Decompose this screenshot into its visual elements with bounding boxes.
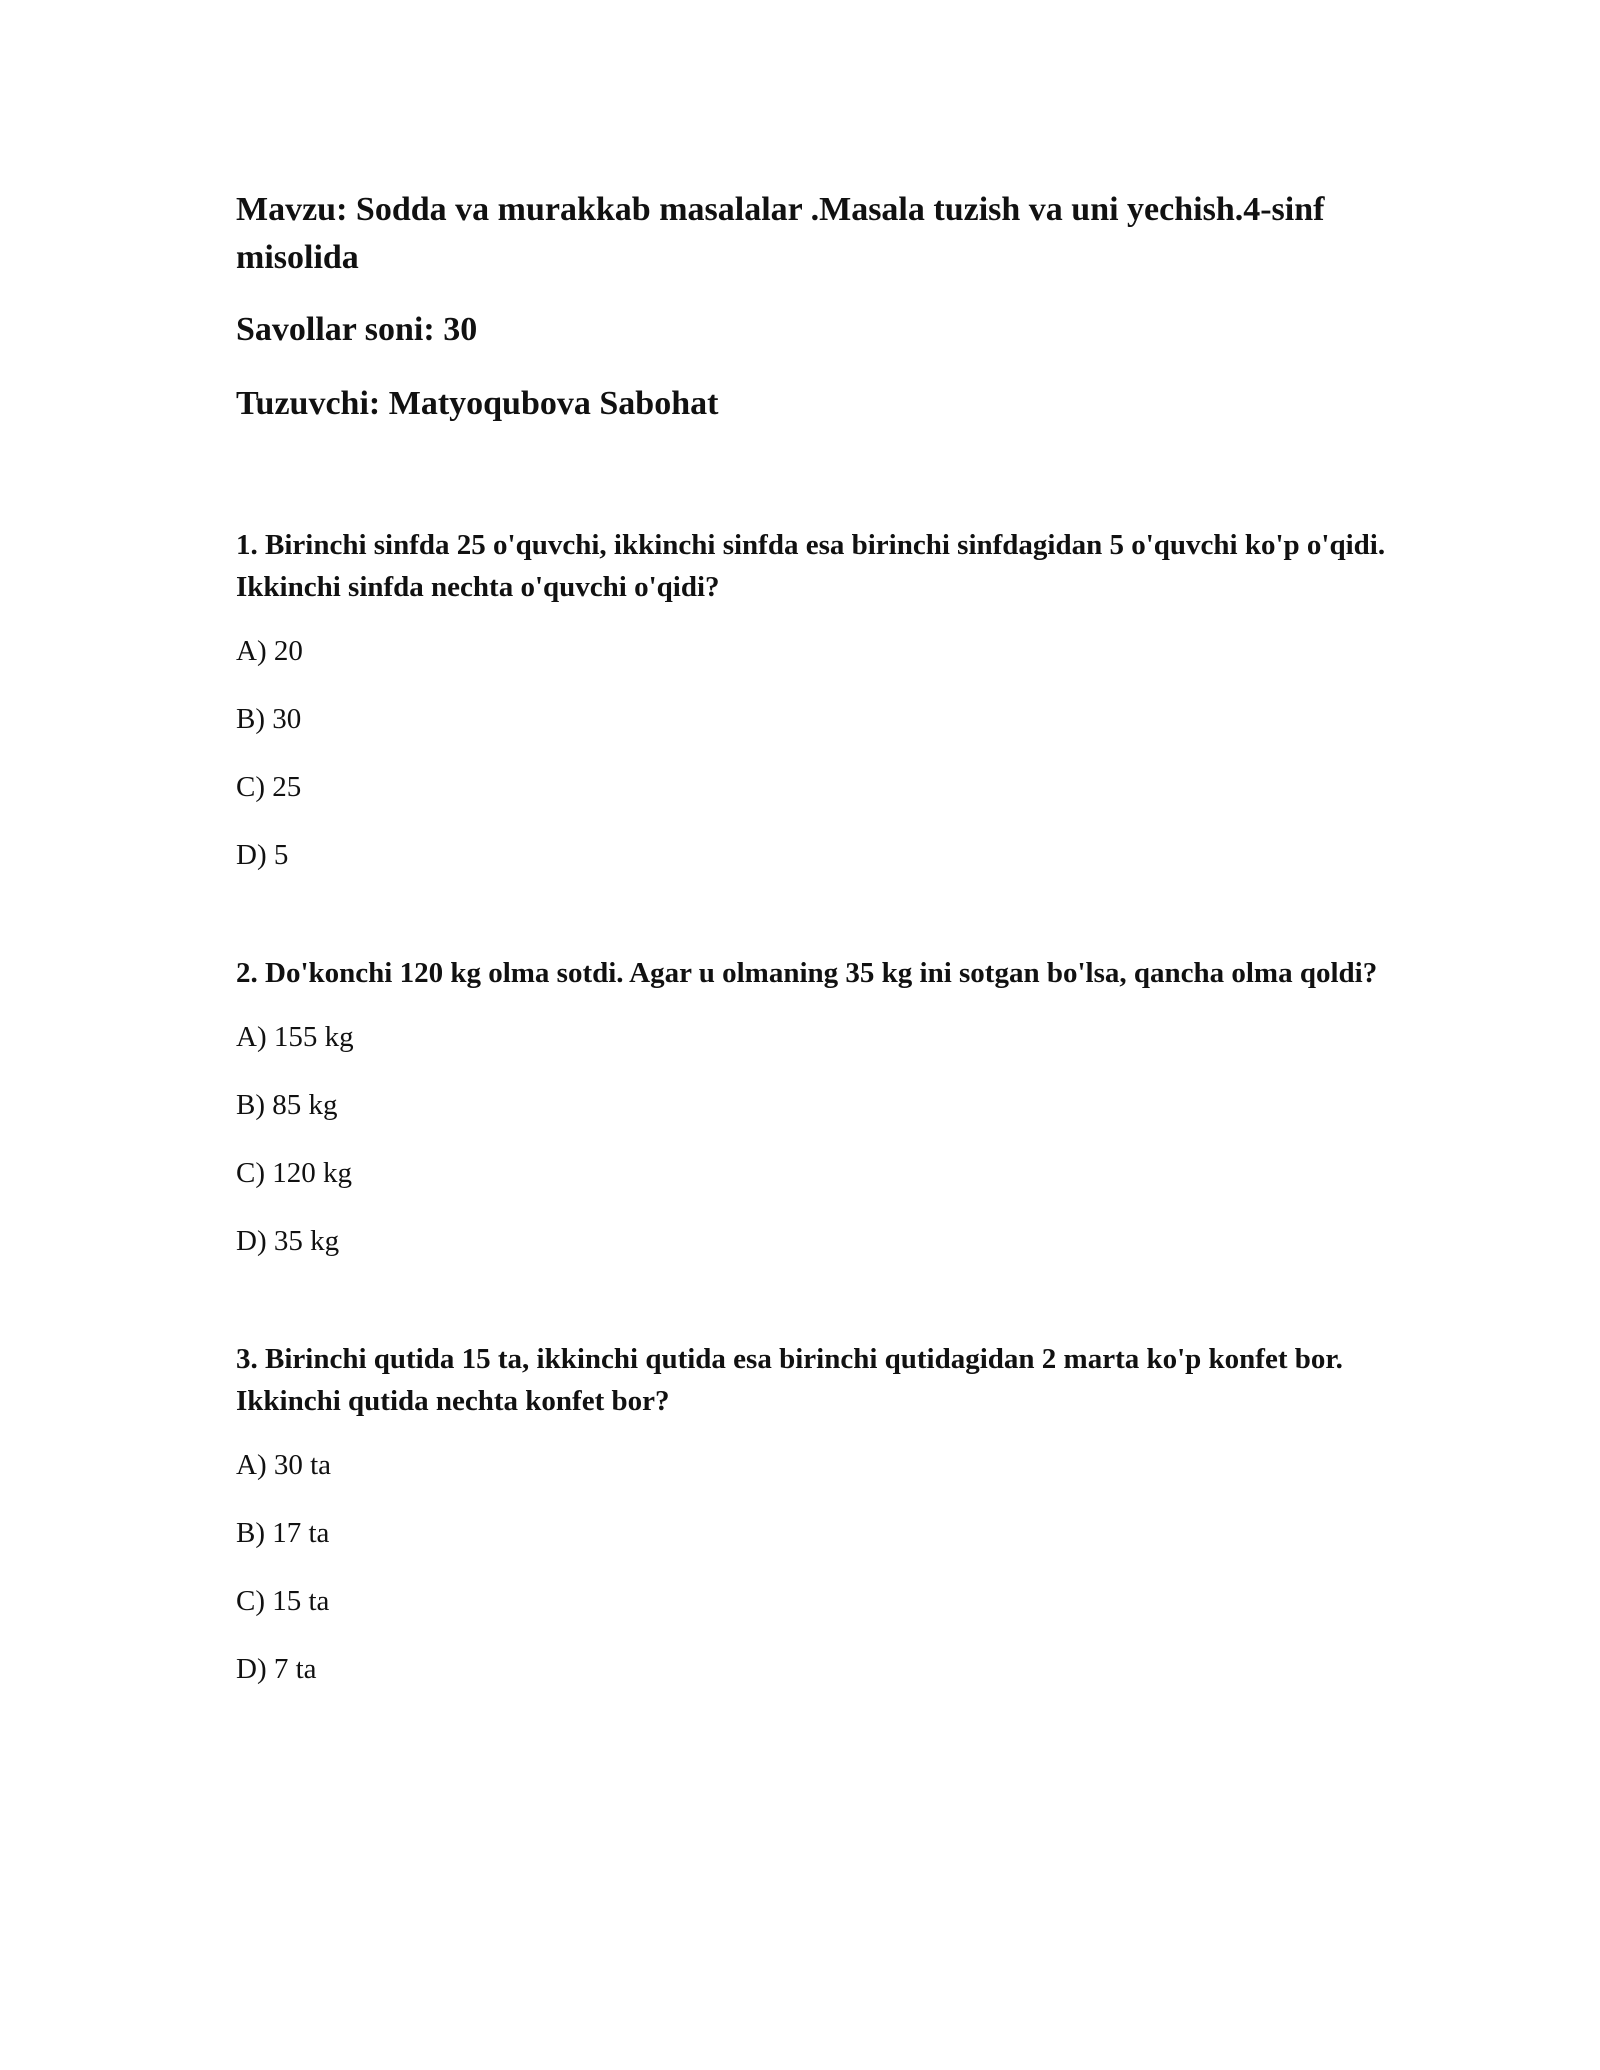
question-text: 3. Birinchi qutida 15 ta, ikkinchi qutida esa birinchi qutidagidan 2 marta ko'p konfet bor. Ikkinchi qutida nechta konfet bor? xyxy=(236,1343,1343,1417)
question-text: 2. Do'konchi 120 kg olma sotdi. Agar u olmaning 35 kg ini sotgan bo'lsa, qancha olma qoldi? xyxy=(236,957,1378,989)
question-count: Savollar soni: 30 xyxy=(236,311,478,348)
document-page xyxy=(236,186,1396,1690)
question-1 xyxy=(236,524,1396,876)
option-a: A) 30 ta xyxy=(236,1449,332,1481)
author-line: Tuzuvchi: Matyoqubova Sabohat xyxy=(236,385,719,422)
option-c: C) 25 xyxy=(236,771,302,803)
topic-title: Mavzu: Sodda va murakkab masalalar .Masala tuzish va uni yechish.4-sinf misolida xyxy=(236,191,1325,276)
option-c: C) 120 kg xyxy=(236,1157,352,1189)
option-b: B) 17 ta xyxy=(236,1517,330,1549)
option-b: B) 85 kg xyxy=(236,1089,338,1121)
option-d: D) 35 kg xyxy=(236,1225,340,1257)
question-2 xyxy=(236,952,1396,1262)
option-a: A) 155 kg xyxy=(236,1021,354,1053)
option-b: B) 30 xyxy=(236,703,302,735)
option-d: D) 5 xyxy=(236,839,289,871)
question-3 xyxy=(236,1338,1396,1690)
option-c: C) 15 ta xyxy=(236,1585,330,1617)
question-text: 1. Birinchi sinfda 25 o'quvchi, ikkinchi sinfda esa birinchi sinfdagidan 5 o'quvchi ko'p o'qidi. Ikkinchi sinfda nechta o'quvchi o'qidi? xyxy=(236,529,1386,603)
option-d: D) 7 ta xyxy=(236,1653,317,1685)
option-a: A) 20 xyxy=(236,635,303,667)
